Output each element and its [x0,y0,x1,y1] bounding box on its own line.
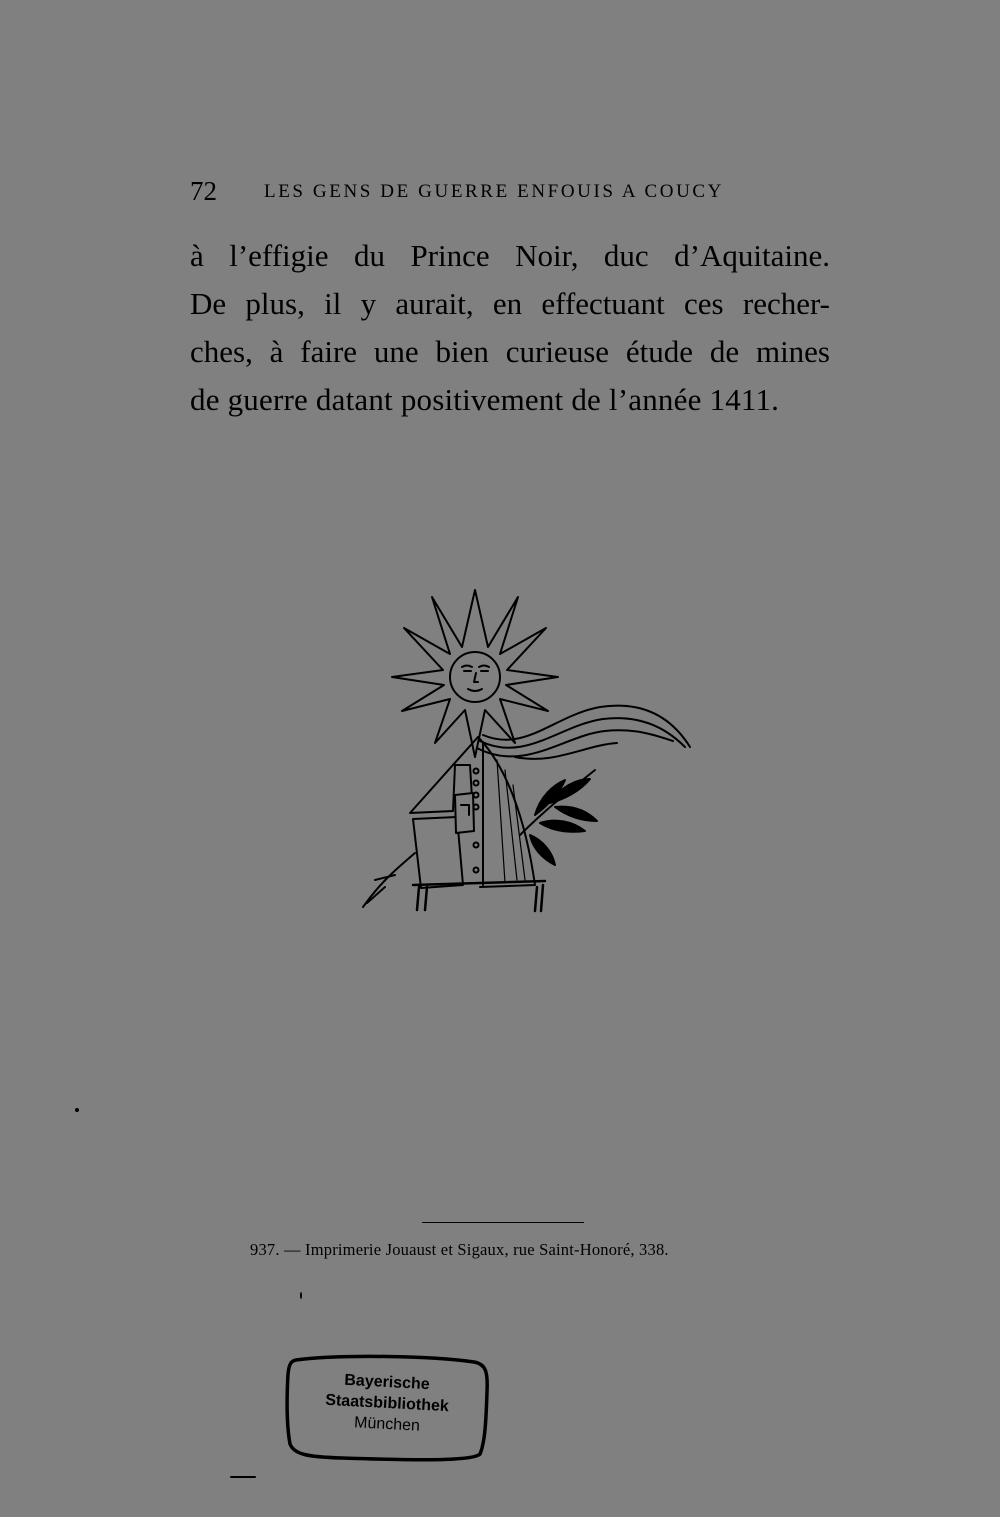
running-header [190,176,790,212]
ink-speck [230,1476,256,1478]
footer-rule [422,1222,584,1223]
body-line: à l’effigie du Prince Noir, duc d’Aquitaine. [190,238,830,273]
body-paragraph [190,232,830,424]
body-line: De plus, il y aurait, en effectuant ces recher- [190,286,830,321]
library-stamp [282,1352,492,1464]
stamp-line: Bayerische [343,1371,431,1394]
printer-imprint: 937. — Imprimerie Jouaust et Sigaux, rue Saint-Honoré, 338. [250,1240,669,1259]
stamp-line: München [353,1414,421,1435]
ink-speck [300,1292,302,1299]
ink-speck [75,1108,79,1112]
sun-headed-knight-illustration [355,585,700,920]
stamp-line: Staatsbibliothek [324,1391,450,1416]
body-line: de guerre datant positivement de l’année 1411. [190,382,780,417]
branch [363,853,415,907]
page-number: 72 [190,176,217,206]
body-line: ches, à faire une bien curieuse étude de mines [190,334,830,369]
running-title: LES GENS DE GUERRE ENFOUIS A COUCY [264,181,724,202]
